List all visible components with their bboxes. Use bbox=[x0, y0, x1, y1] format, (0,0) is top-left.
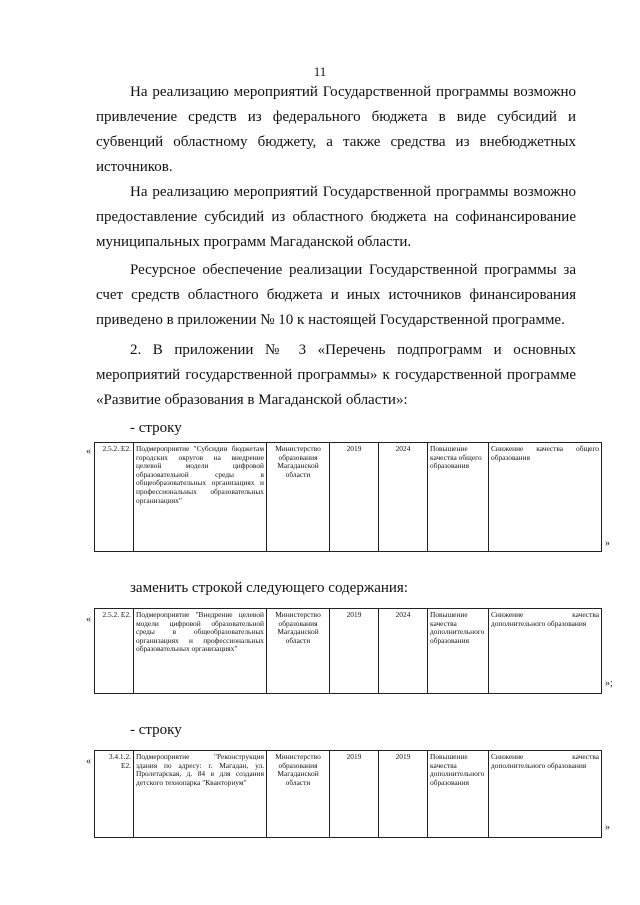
quote-open-1: « bbox=[86, 446, 91, 457]
cell-year-start: 2019 bbox=[330, 751, 379, 838]
cell-name: Подмероприятие "Субсидии бюджетам городских округов на внедрение целевой модели цифровой образовательной среды в общеобразовательных организациях и профессиональных образовательных организациях" bbox=[134, 443, 267, 552]
cell-year-end: 2019 bbox=[379, 751, 428, 838]
cell-result: Повышение качества дополнительного образования bbox=[428, 609, 489, 694]
quote-open-2: « bbox=[86, 614, 91, 625]
cell-name: Подмероприятие "Внедрение целевой модели цифровой образовательной среды в общеобразовательных организациях и профессиональных образовательных организациях" bbox=[134, 609, 267, 694]
cell-name: Подмероприятие "Реконструкция здания по адресу: г. Магадан, ул. Пролетарская, д. 84 в для создания детского технопарка "Кванториум" bbox=[134, 751, 267, 838]
cell-code: 2.5.2. Е2. bbox=[95, 609, 134, 694]
label-row-2: - строку bbox=[130, 722, 182, 738]
cell-result: Повышение качества дополнительного образования bbox=[428, 751, 489, 838]
cell-code: 3.4.1.2. Е2. bbox=[95, 751, 134, 838]
table-row bbox=[95, 609, 602, 694]
cell-executor: Министерство образования Магаданской области bbox=[267, 443, 330, 552]
cell-effect: Снижение качества общего образования bbox=[489, 443, 602, 552]
cell-effect: Снижение качества дополнительного образования bbox=[489, 609, 602, 694]
quote-close-3: » bbox=[605, 822, 610, 833]
table-row-old-2-5-2 bbox=[94, 442, 602, 552]
label-row-1: - строку bbox=[130, 420, 182, 436]
table-row bbox=[95, 443, 602, 552]
cell-year-start: 2019 bbox=[330, 609, 379, 694]
cell-executor: Министерство образования Магаданской области bbox=[267, 751, 330, 838]
paragraph-text: На реализацию мероприятий Государственной программы возможно предоставление субсидий из областного бюджета на софинансирование муниципальных программ Магаданской области. bbox=[96, 184, 576, 250]
cell-executor: Министерство образования Магаданской области bbox=[267, 609, 330, 694]
paragraph-federal-funding bbox=[96, 80, 576, 180]
paragraph-appendix-3 bbox=[96, 338, 576, 413]
label-replace-1: заменить строкой следующего содержания: bbox=[130, 580, 408, 596]
cell-year-end: 2024 bbox=[379, 609, 428, 694]
cell-code: 2.5.2. Е2. bbox=[95, 443, 134, 552]
table-row-old-3-4-1-2 bbox=[94, 750, 602, 838]
table-row bbox=[95, 751, 602, 838]
quote-close-1: » bbox=[605, 538, 610, 549]
table-row-new-2-5-2 bbox=[94, 608, 602, 694]
cell-year-end: 2024 bbox=[379, 443, 428, 552]
paragraph-subsidies bbox=[96, 180, 576, 255]
paragraph-text: 2. В приложении № 3 «Перечень подпрограмм и основных мероприятий государственной программы» к государственной программе «Развитие образования в Магаданской области»: bbox=[96, 342, 576, 408]
page-number: 11 bbox=[313, 64, 327, 79]
quote-open-3: « bbox=[86, 756, 91, 767]
paragraph-text: Ресурсное обеспечение реализации Государственной программы за счет средств областного бюджета и иных источников финансирования приведено в приложении № 10 к настоящей Государственной программе. bbox=[96, 262, 576, 328]
paragraph-resources bbox=[96, 258, 576, 333]
cell-effect: Снижение качества дополнительного образования bbox=[489, 751, 602, 838]
paragraph-text: На реализацию мероприятий Государственной программы возможно привлечение средств из федерального бюджета в виде субсидий и субвенций областному бюджету, а также средства из внебюджетных источников. bbox=[96, 84, 576, 175]
cell-result: Повышение качества общего образования bbox=[428, 443, 489, 552]
quote-close-2: »; bbox=[605, 678, 613, 689]
cell-year-start: 2019 bbox=[330, 443, 379, 552]
